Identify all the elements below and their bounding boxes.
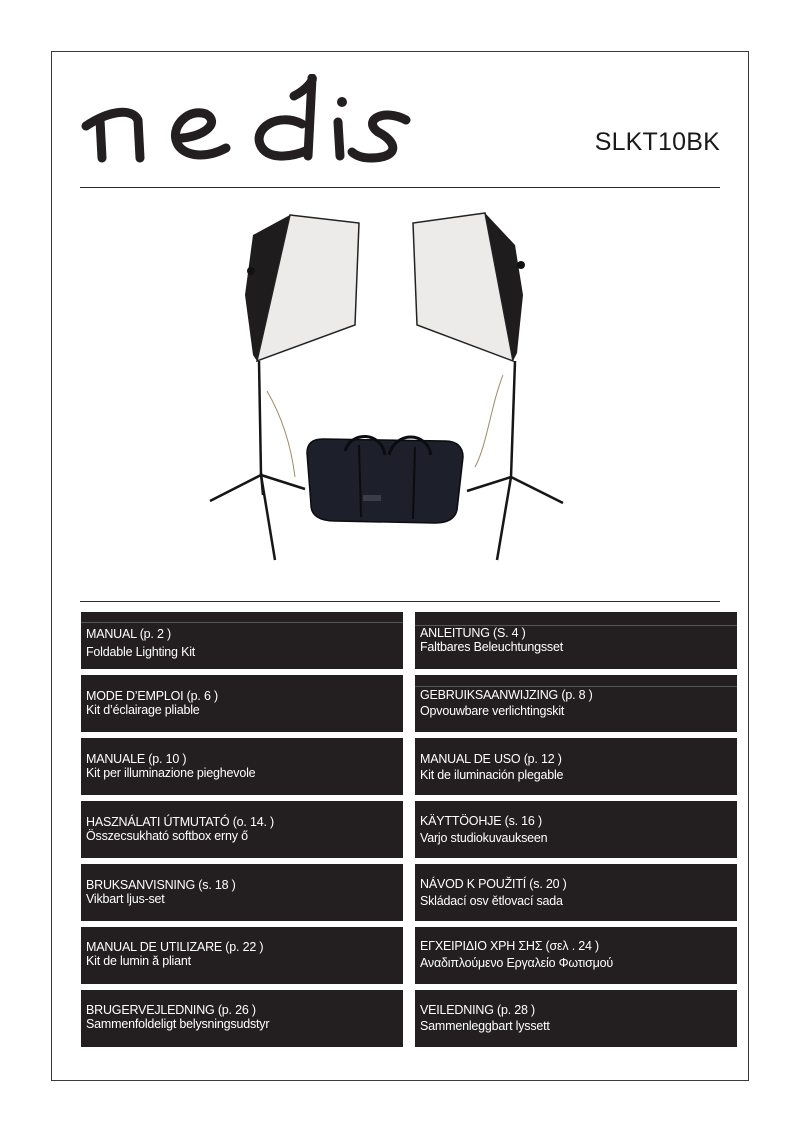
right-stand (467, 361, 563, 560)
manual-subtitle: Sammenfoldeligt belysningsudstyr (86, 1017, 270, 1031)
manual-ro[interactable] (81, 927, 403, 984)
manual-title: ΕΓΧΕΙΡΙΔΙΟ ΧΡΗ ΣΗΣ (σελ . 24 ) (420, 939, 599, 953)
manual-title: MANUAL (p. 2 ) (86, 627, 171, 641)
manual-no[interactable] (415, 990, 737, 1047)
top-divider (80, 187, 720, 188)
manual-title: MANUAL DE UTILIZARE (p. 22 ) (86, 940, 264, 954)
bottom-divider (80, 601, 720, 602)
manual-title: BRUKSANVISNING (s. 18 ) (86, 878, 236, 892)
manual-subtitle: Összecsukható softbox erny ő (86, 829, 248, 843)
manual-title: BRUGERVEJLEDNING (p. 26 ) (86, 1003, 256, 1017)
manual-subtitle: Kit de lumin ă pliant (86, 954, 191, 968)
manual-subtitle: Vikbart ljus-set (86, 892, 165, 906)
manual-cs[interactable] (415, 864, 737, 921)
manual-es[interactable] (415, 738, 737, 795)
manual-it[interactable] (81, 738, 403, 795)
manual-title: GEBRUIKSAANWIJZING (p. 8 ) (420, 688, 593, 702)
manual-de[interactable] (415, 612, 737, 669)
manual-sv[interactable] (81, 864, 403, 921)
manual-nl[interactable] (415, 675, 737, 732)
right-softbox (413, 213, 525, 361)
manual-subtitle: Varjo studiokuvaukseen (420, 831, 548, 845)
box-line (81, 622, 403, 623)
manual-subtitle: Αναδιπλούμενο Εργαλείο Φωτισμού (420, 956, 613, 970)
nedis-logo (80, 74, 420, 170)
manual-title: NÁVOD K POUŽITÍ (s. 20 ) (420, 877, 567, 891)
left-stand (210, 361, 305, 560)
manual-subtitle: Kit d’éclairage pliable (86, 703, 200, 717)
manual-subtitle: Sammenleggbart lyssett (420, 1019, 550, 1033)
manual-title: MANUALE (p. 10 ) (86, 752, 187, 766)
product-photo (195, 205, 605, 570)
manual-subtitle: Kit per illuminazione pieghevole (86, 766, 256, 780)
manual-title: MANUAL DE USO (p. 12 ) (420, 752, 562, 766)
manual-subtitle: Skládací osv ětlovací sada (420, 894, 563, 908)
manual-title: ANLEITUNG (S. 4 ) (420, 626, 526, 640)
model-number: SLKT10BK (594, 128, 720, 156)
box-line (415, 686, 737, 687)
manual-title: MODE D’EMPLOI (p. 6 ) (86, 689, 218, 703)
manual-fr[interactable] (81, 675, 403, 732)
manual-subtitle: Kit de iluminación plegable (420, 768, 564, 782)
manual-title: KÄYTTÖOHJE (s. 16 ) (420, 814, 542, 828)
manual-subtitle: Opvouwbare verlichtingskit (420, 704, 565, 718)
manual-title: VEILEDNING (p. 28 ) (420, 1003, 535, 1017)
manual-fi[interactable] (415, 801, 737, 858)
manual-subtitle: Foldable Lighting Kit (86, 645, 196, 659)
manual-el[interactable] (415, 927, 737, 984)
manual-subtitle: Faltbares Beleuchtungsset (420, 640, 564, 654)
carry-bag (307, 436, 463, 523)
manual-en[interactable] (81, 612, 403, 669)
manual-hu[interactable] (81, 801, 403, 858)
manual-da[interactable] (81, 990, 403, 1047)
left-softbox (245, 215, 359, 361)
manual-title: HASZNÁLATI ÚTMUTATÓ (o. 14. ) (86, 815, 274, 829)
